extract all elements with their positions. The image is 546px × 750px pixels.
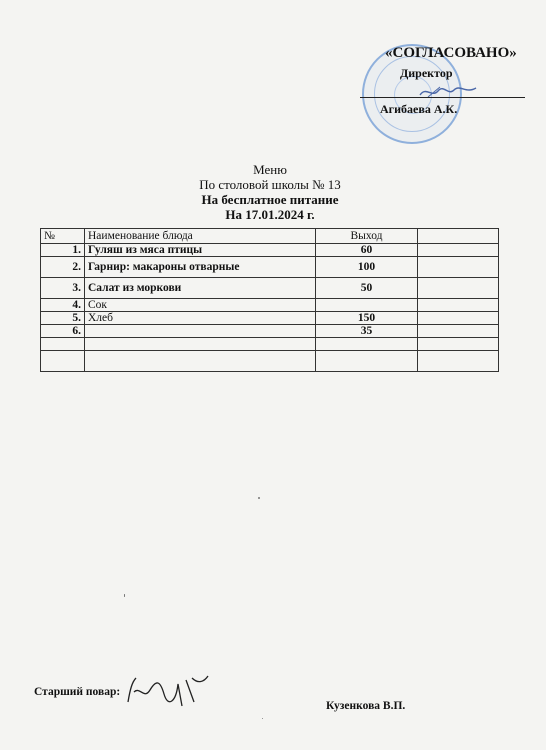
row-output: 50 xyxy=(316,278,418,299)
empty-cell xyxy=(41,338,85,351)
row-extra xyxy=(418,257,499,278)
row-dish: Гуляш из мяса птицы xyxy=(85,244,316,257)
table-row xyxy=(41,244,499,257)
row-num: 4. xyxy=(41,299,85,312)
row-extra xyxy=(418,312,499,325)
header-extra xyxy=(418,229,499,244)
scan-speck xyxy=(124,594,125,597)
table-row xyxy=(41,278,499,299)
row-extra xyxy=(418,278,499,299)
approval-title: «СОГЛАСОВАНО» xyxy=(385,45,517,61)
menu-table xyxy=(40,228,499,372)
approval-name: Агибаева А.К. xyxy=(380,102,458,116)
table-row xyxy=(41,299,499,312)
approval-signature-line xyxy=(360,97,525,98)
row-dish xyxy=(85,325,316,338)
approval-role: Директор xyxy=(400,66,453,80)
cook-signature xyxy=(120,672,210,710)
title-line-4: На 17.01.2024 г. xyxy=(225,207,315,222)
empty-cell xyxy=(85,351,316,372)
row-dish: Сок xyxy=(85,299,316,312)
empty-cell xyxy=(316,351,418,372)
title-line-1: Меню xyxy=(253,162,287,177)
empty-cell xyxy=(316,338,418,351)
row-output xyxy=(316,299,418,312)
row-num: 3. xyxy=(41,278,85,299)
row-output: 100 xyxy=(316,257,418,278)
table-row-empty xyxy=(41,338,499,351)
empty-cell xyxy=(418,351,499,372)
table-header-row xyxy=(41,229,499,244)
row-extra xyxy=(418,299,499,312)
table-row xyxy=(41,312,499,325)
empty-cell xyxy=(85,338,316,351)
scan-speck xyxy=(262,718,263,719)
title-line-3: На бесплатное питание xyxy=(201,192,339,207)
row-output: 60 xyxy=(316,244,418,257)
table-row xyxy=(41,325,499,338)
table-row xyxy=(41,257,499,278)
row-extra xyxy=(418,244,499,257)
row-dish: Хлеб xyxy=(85,312,316,325)
title-line-2: По столовой школы № 13 xyxy=(199,177,341,192)
cook-name: Кузенкова В.П. xyxy=(326,700,406,712)
approval-block xyxy=(360,40,530,150)
row-dish: Гарнир: макароны отварные xyxy=(85,257,316,278)
row-num: 2. xyxy=(41,257,85,278)
table-row-empty xyxy=(41,351,499,372)
empty-cell xyxy=(41,351,85,372)
row-num: 6. xyxy=(41,325,85,338)
cook-label: Старший повар: xyxy=(34,686,121,698)
scan-speck xyxy=(258,497,260,499)
document-title xyxy=(150,162,390,222)
header-output: Выход xyxy=(316,229,418,244)
header-num: № xyxy=(41,229,85,244)
empty-cell xyxy=(418,338,499,351)
row-num: 5. xyxy=(41,312,85,325)
row-output: 150 xyxy=(316,312,418,325)
row-num: 1. xyxy=(41,244,85,257)
header-name: Наименование блюда xyxy=(85,229,316,244)
row-dish: Салат из моркови xyxy=(85,278,316,299)
row-output: 35 xyxy=(316,325,418,338)
row-extra xyxy=(418,325,499,338)
